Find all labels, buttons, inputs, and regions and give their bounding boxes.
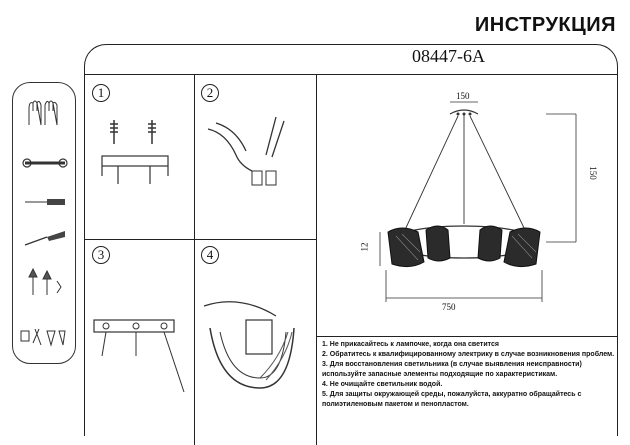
chandelier-drawing [340, 92, 580, 332]
model-number: 08447-6A [412, 46, 485, 66]
note-line: используйте запасные элементы подходящие по характеристикам. [322, 371, 558, 378]
bolts-icon [27, 267, 67, 297]
step-number: 3 [92, 246, 110, 264]
page-title: ИНСТРУКЦИЯ [474, 14, 616, 36]
grid-line [84, 239, 316, 240]
note-line: 3. Для восстановления светильника (в случае выявления неисправности) [322, 361, 582, 368]
dimension-diameter: 750 [442, 302, 456, 312]
grid-line [84, 74, 618, 75]
step-number: 2 [201, 84, 219, 102]
wrench-icon [23, 157, 67, 169]
note-line: 5. Для защиты окружающей среды, пожалуйста, аккуратно обращайтесь с [322, 391, 582, 398]
tools-panel [12, 82, 76, 364]
dimension-height: 150 [587, 166, 598, 180]
hanging-cables-illustration [88, 316, 198, 396]
note-line: полиэтиленовым пакетом и пенопластом. [322, 401, 469, 408]
dimension-top: 150 [456, 91, 470, 101]
grid-line [316, 336, 618, 337]
dimension-side: 12 [359, 242, 370, 252]
screwdriver-icon [23, 231, 67, 247]
grid-line [316, 74, 317, 445]
note-line: 1. Не прикасайтесь к лампочке, когда она светится [322, 341, 499, 348]
safety-notes [322, 340, 615, 410]
note-line: 4. Не очищайте светильник водой. [322, 381, 443, 388]
screwdriver-icon [23, 197, 67, 207]
mounting-bracket-illustration [100, 118, 190, 188]
note-line: 2. Обратитесь к квалифицированному электрику в случае возникновения проблем. [322, 351, 615, 358]
step-number: 4 [201, 246, 219, 264]
shade-attachment-illustration [200, 298, 310, 408]
wire-connection-illustration [206, 115, 296, 195]
gloves-icon [25, 97, 65, 127]
step-number: 1 [92, 84, 110, 102]
wire-nuts-icon [19, 325, 67, 349]
